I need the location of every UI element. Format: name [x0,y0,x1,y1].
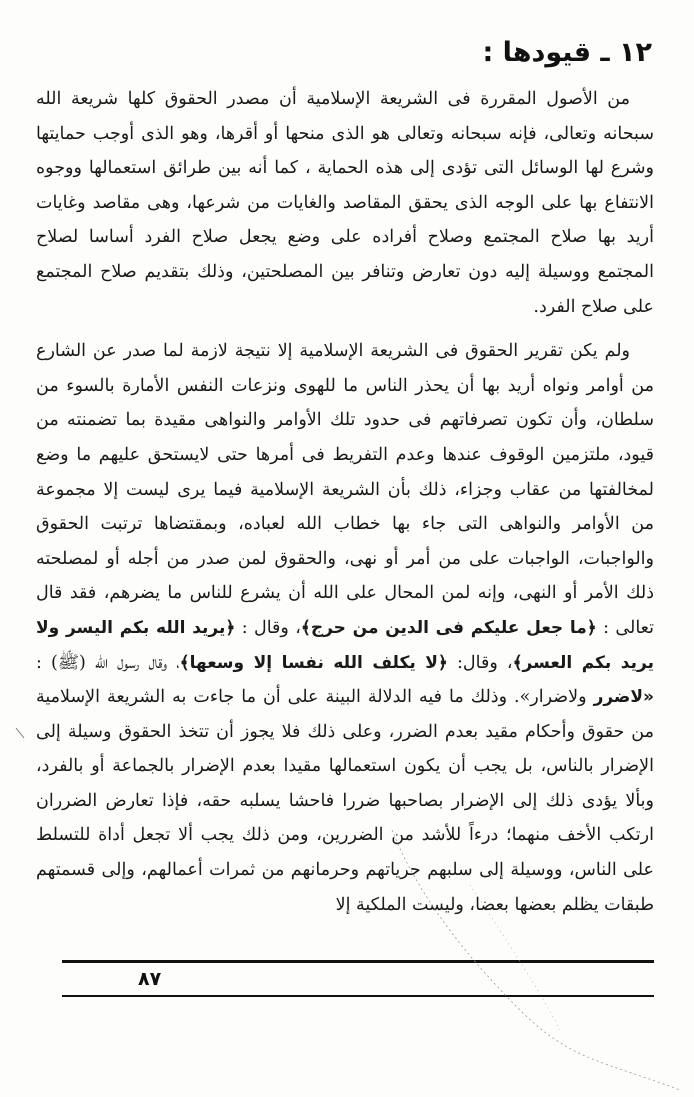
quoted-text: ﴿ما جعل عليكم فى الدين من حرج﴾ [300,617,597,638]
text-run: ، وقال رسول الله (ﷺ) : [36,652,180,673]
quoted-text: ﴿لا يكلف الله نفسا إلا وسعها﴾ [179,652,448,673]
paragraph [36,334,654,922]
text-run: ، وقال: [447,652,513,673]
page-number: ٨٧ [138,968,162,990]
footer-rule-bottom [62,995,654,997]
section-heading: ١٢ ـ قيودها : [482,37,652,68]
quoted-text: «لاضرر [593,687,654,708]
text-run: ، وقال : [235,617,301,638]
body-text [36,82,654,922]
paragraph [36,82,654,324]
quoted-text: ﴿يريد الله بكم اليسر ولا يريد بكم العسر﴾ [36,617,654,673]
text-run: ولم يكن تقرير الحقوق فى الشريعة الإسلامية إلا نتيجة لازمة لما صدر عن الشارع من أوامر ونواه أريد بها أن يحذر الناس ما للهوى ونزعات النفس الأمارة بالسوء من سلطان، وأن تكون تصرفاتهم فى حدود تلك الأوامر والنواهى مقيدة بما تضمنته من قيود، ملتزمين الوقوف عندها وعدم التفريط فى أمرها حتى لايستحق عليهم ما وضع لمخالفتها من عقاب وجزاء، ذلك بأن الشريعة الإسلامية فيما يرى ليست إلا مجموعة من الأوامر والنواهى التى جاء بها خطاب الله لعباده، وبمقتضاها ترتبت الحقوق والواجبات، الواجبات على من أمر أو نهى، والحقوق لمن صدر من أجله أو لمصلحته ذلك الأمر أو النهى، وإنه لمن المحال على الله أن يشرع للناس ما يضرهم، فقد قال تعالى : [36,341,654,638]
text-run: ولاضرار». وذلك ما فيه الدلالة البينة على أن ما جاءت به الشريعة الإسلامية من حقوق وأحكام مقيد بعدم الضرر، وعلى ذلك فلا يجوز أن تتخذ الحقوق وسيلة إلى الإضرار بالناس، بل يجب أن يكون استعمالها مقيدا بعدم الإضرار بالجماعة أو بالفرد، وبألا يؤدى ذلك إلى الإضرار بصاحبها ضررا فاحشا يسلبه حقه، فإذا تعارض الضرران ارتكب الأخف منهما؛ درءاً للأشد من الضررين، ومن ذلك يجب ألا تجعل أداة للتسلط على الناس، ووسيلة إلى سلبهم حرياتهم وحرمانهم من ثمرات أعمالهم، وإلى قسمتهم طبقات يظلم بعضها بعضا، وليست الملكية إلا [36,687,654,915]
footer-rule-top [62,960,654,963]
text-run: من الأصول المقررة فى الشريعة الإسلامية أن مصدر الحقوق كلها شريعة الله سبحانه وتعالى، فإنه سبحانه وتعالى هو الذى منحها أو أقرها، وهو الذى أوجب حمايتها وشرع لها الوسائل التى تؤدى إلى هذه الحماية ، كما أنه بين طرائق استعمالها ووجوه الانتفاع بها على الوجه الذى يحقق المقاصد والغايات من شرعها، وهى مقاصد وغايات أريد بها صلاح المجتمع وصلاح أفراده على وضع يجعل صلاح الفرد أساسا لصلاح المجتمع ووسيلة إليه دون تعارض وتنافر بين المصلحتين، وذلك بتقديم صلاح المجتمع على صلاح الفرد. [36,89,654,317]
